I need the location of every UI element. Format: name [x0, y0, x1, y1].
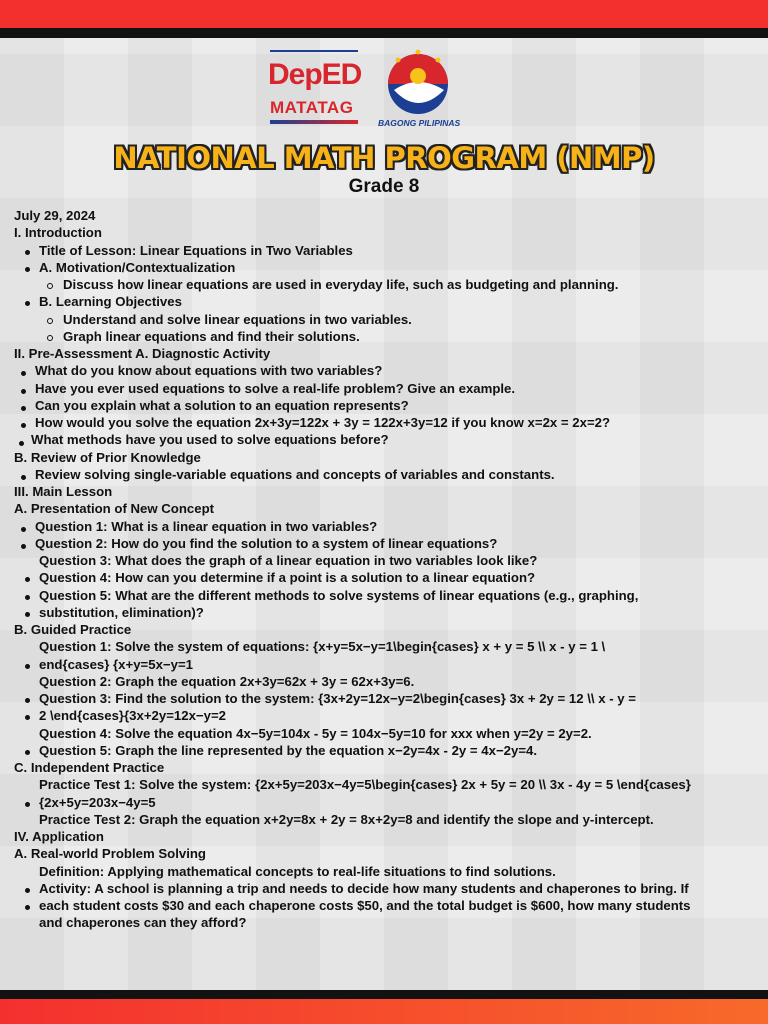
lesson-line-text: Graph linear equations and find their solutions. — [63, 328, 360, 344]
program-title: NATIONAL MATH PROGRAM (NMP) — [113, 141, 655, 175]
lesson-line — [14, 483, 754, 500]
bullet-icon — [25, 577, 30, 582]
document-header — [0, 38, 768, 203]
lesson-line-text: Question 4: Solve the equation 4x−5y=104x - 5y = 104x−5y=10 for xxx when y=2y = 2y=2. — [39, 725, 592, 741]
lesson-line — [14, 207, 754, 224]
lesson-line — [14, 466, 754, 483]
lesson-line — [14, 518, 754, 535]
lesson-line-text: B. Review of Prior Knowledge — [14, 449, 201, 465]
lesson-line — [14, 552, 754, 569]
top-red-band — [0, 0, 768, 28]
lesson-line — [14, 656, 754, 673]
lesson-line — [14, 604, 754, 621]
bullet-icon — [25, 750, 30, 755]
lesson-line — [14, 397, 754, 414]
lesson-line-text: Question 1: Solve the system of equations: {x+y=5x−y=1\begin{cases} x + y = 5 \\ x - y = 1 \ — [39, 639, 606, 655]
lesson-line-text: II. Pre-Assessment A. Diagnostic Activity — [14, 346, 271, 361]
lesson-line — [14, 242, 754, 259]
bullet-icon — [25, 612, 30, 617]
bottom-black-band — [0, 990, 768, 999]
bullet-icon — [21, 423, 26, 428]
bagong-pilipinas-logo — [378, 46, 472, 132]
bullet-icon — [21, 527, 26, 532]
bagong-pilipinas-text: BAGONG PILIPINAS — [378, 118, 461, 128]
lesson-line-text: 2 \end{cases}{3x+2y=12x−y=2 — [39, 708, 226, 724]
lesson-line — [14, 673, 754, 690]
lesson-line-text: Question 5: What are the different methods to solve systems of linear equations (e.g., graphing, — [39, 587, 639, 603]
lesson-line-text: Have you ever used equations to solve a real-life problem? Give an example. — [35, 380, 516, 396]
lesson-line — [14, 621, 754, 638]
bullet-icon — [25, 905, 30, 910]
bullet-icon — [21, 389, 26, 394]
hollow-bullet-icon — [47, 318, 53, 324]
bullet-icon — [21, 475, 26, 480]
bullet-icon — [21, 544, 26, 549]
bullet-icon — [25, 698, 30, 703]
lesson-line-text: Activity: A school is planning a trip and needs to decide how many students and chaperones to bring. If — [39, 880, 689, 896]
lesson-line — [14, 224, 754, 241]
hollow-bullet-icon — [47, 335, 53, 341]
lesson-line — [14, 380, 754, 397]
lesson-line-text: Understand and solve linear equations in two variables. — [63, 311, 412, 327]
lesson-line — [14, 311, 754, 328]
lesson-line-text: A. Motivation/Contextualization — [39, 259, 236, 275]
bullet-icon — [25, 802, 30, 807]
lesson-line — [14, 845, 754, 862]
lesson-line-text: each student costs $30 and each chaperone costs $50, and the total budget is $600, how many students — [39, 898, 691, 913]
lesson-line — [14, 897, 754, 914]
top-black-band — [0, 28, 768, 38]
bullet-icon — [25, 301, 30, 306]
lesson-line-text: III. Main Lesson — [14, 484, 113, 499]
bullet-icon — [25, 715, 30, 720]
lesson-line-text: Question 1: What is a linear equation in two variables? — [35, 518, 378, 534]
lesson-line — [14, 638, 754, 655]
lesson-line — [14, 328, 754, 345]
bullet-icon — [25, 595, 30, 600]
lesson-line-text: {2x+5y=203x−4y=5 — [39, 794, 156, 810]
lesson-line — [14, 776, 754, 793]
lesson-line-text: What do you know about equations with two variables? — [35, 363, 383, 379]
lesson-line-text: What methods have you used to solve equations before? — [31, 432, 389, 448]
lesson-line-text: Question 5: Graph the line represented by the equation x−2y=4x - 2y = 4x−2y=4. — [39, 742, 538, 758]
lesson-line-text: B. Learning Objectives — [39, 294, 182, 310]
hollow-bullet-icon — [47, 283, 53, 289]
lesson-line — [14, 794, 754, 811]
lesson-line — [14, 707, 754, 724]
lesson-line-text: Practice Test 2: Graph the equation x+2y=8x + 2y = 8x+2y=8 and identify the slope and y-intercept. — [39, 811, 654, 827]
bullet-icon — [21, 371, 26, 376]
lesson-line — [14, 725, 754, 742]
lesson-line-text: Question 3: What does the graph of a linear equation in two variables look like? — [39, 553, 538, 568]
lesson-line-text: A. Presentation of New Concept — [14, 501, 215, 517]
lesson-line — [14, 569, 754, 586]
deped-logo-text: DepED — [268, 58, 362, 91]
lesson-line-text: Question 2: Graph the equation 2x+3y=62x + 3y = 62x+3y=6. — [39, 673, 415, 689]
lesson-line — [14, 811, 754, 828]
bullet-icon — [21, 406, 26, 411]
lesson-line-text: Practice Test 1: Solve the system: {2x+5y=203x−4y=5\begin{cases} 2x + 5y = 20 \\ 3x - 4y = 5 \end{cases} — [39, 777, 691, 793]
lesson-content — [14, 207, 754, 932]
bullet-icon — [19, 441, 24, 446]
lesson-line-text: Definition: Applying mathematical concepts to real-life situations to find solutions. — [39, 863, 556, 879]
lesson-line — [14, 414, 754, 431]
logo-rule — [270, 50, 358, 52]
lesson-line — [14, 535, 754, 552]
bullet-icon — [25, 267, 30, 272]
lesson-line — [14, 863, 754, 880]
lesson-line — [14, 742, 754, 759]
lesson-line-text: B. Guided Practice — [14, 622, 132, 637]
lesson-line-text: July 29, 2024 — [14, 208, 96, 223]
deped-matatag-logo — [266, 48, 362, 134]
bagong-pilipinas-emblem-icon — [378, 46, 472, 118]
lesson-line — [14, 276, 754, 293]
lesson-line-text: C. Independent Practice — [14, 760, 165, 775]
lesson-line — [14, 449, 754, 466]
lesson-line-text: Question 4: How can you determine if a point is a solution to a linear equation? — [39, 570, 536, 586]
lesson-line — [14, 345, 754, 362]
bottom-red-band — [0, 999, 768, 1024]
lesson-line-text: Review solving single-variable equations and concepts of variables and constants. — [35, 466, 555, 482]
lesson-line — [14, 759, 754, 776]
lesson-line — [14, 362, 754, 379]
lesson-line — [14, 690, 754, 707]
lesson-line — [14, 880, 754, 897]
bullet-icon — [25, 888, 30, 893]
lesson-line — [14, 293, 754, 310]
lesson-line — [14, 500, 754, 517]
lesson-line-text: How would you solve the equation 2x+3y=122x + 3y = 122x+3y=12 if you know x=2x = 2x=2? — [35, 415, 611, 430]
lesson-line-text: A. Real-world Problem Solving — [14, 846, 206, 862]
lesson-line — [14, 914, 754, 931]
lesson-line-text: Can you explain what a solution to an equation represents? — [35, 397, 409, 413]
bullet-icon — [25, 250, 30, 255]
lesson-line-text: Question 3: Find the solution to the system: {3x+2y=12x−y=2\begin{cases} 3x + 2y = 12 \\ x - y = — [39, 691, 636, 706]
lesson-line-text: Title of Lesson: Linear Equations in Two Variables — [39, 242, 353, 258]
matatag-logo-text: MATATAG — [270, 98, 354, 117]
lesson-line-text: I. Introduction — [14, 225, 102, 241]
lesson-line — [14, 431, 754, 448]
lesson-line-text: and chaperones can they afford? — [39, 915, 247, 931]
lesson-line-text: Question 2: How do you find the solution to a system of linear equations? — [35, 535, 498, 551]
lesson-line-text: substitution, elimination)? — [39, 604, 204, 620]
lesson-line-text: IV. Application — [14, 829, 104, 844]
lesson-line — [14, 259, 754, 276]
bullet-icon — [25, 664, 30, 669]
grade-heading: Grade 8 — [348, 176, 420, 197]
lesson-line-text: Discuss how linear equations are used in everyday life, such as budgeting and planning. — [63, 277, 619, 292]
lesson-line — [14, 587, 754, 604]
lesson-line-text: end{cases} {x+y=5x−y=1 — [39, 656, 193, 672]
lesson-line — [14, 828, 754, 845]
matatag-underline — [270, 120, 358, 124]
